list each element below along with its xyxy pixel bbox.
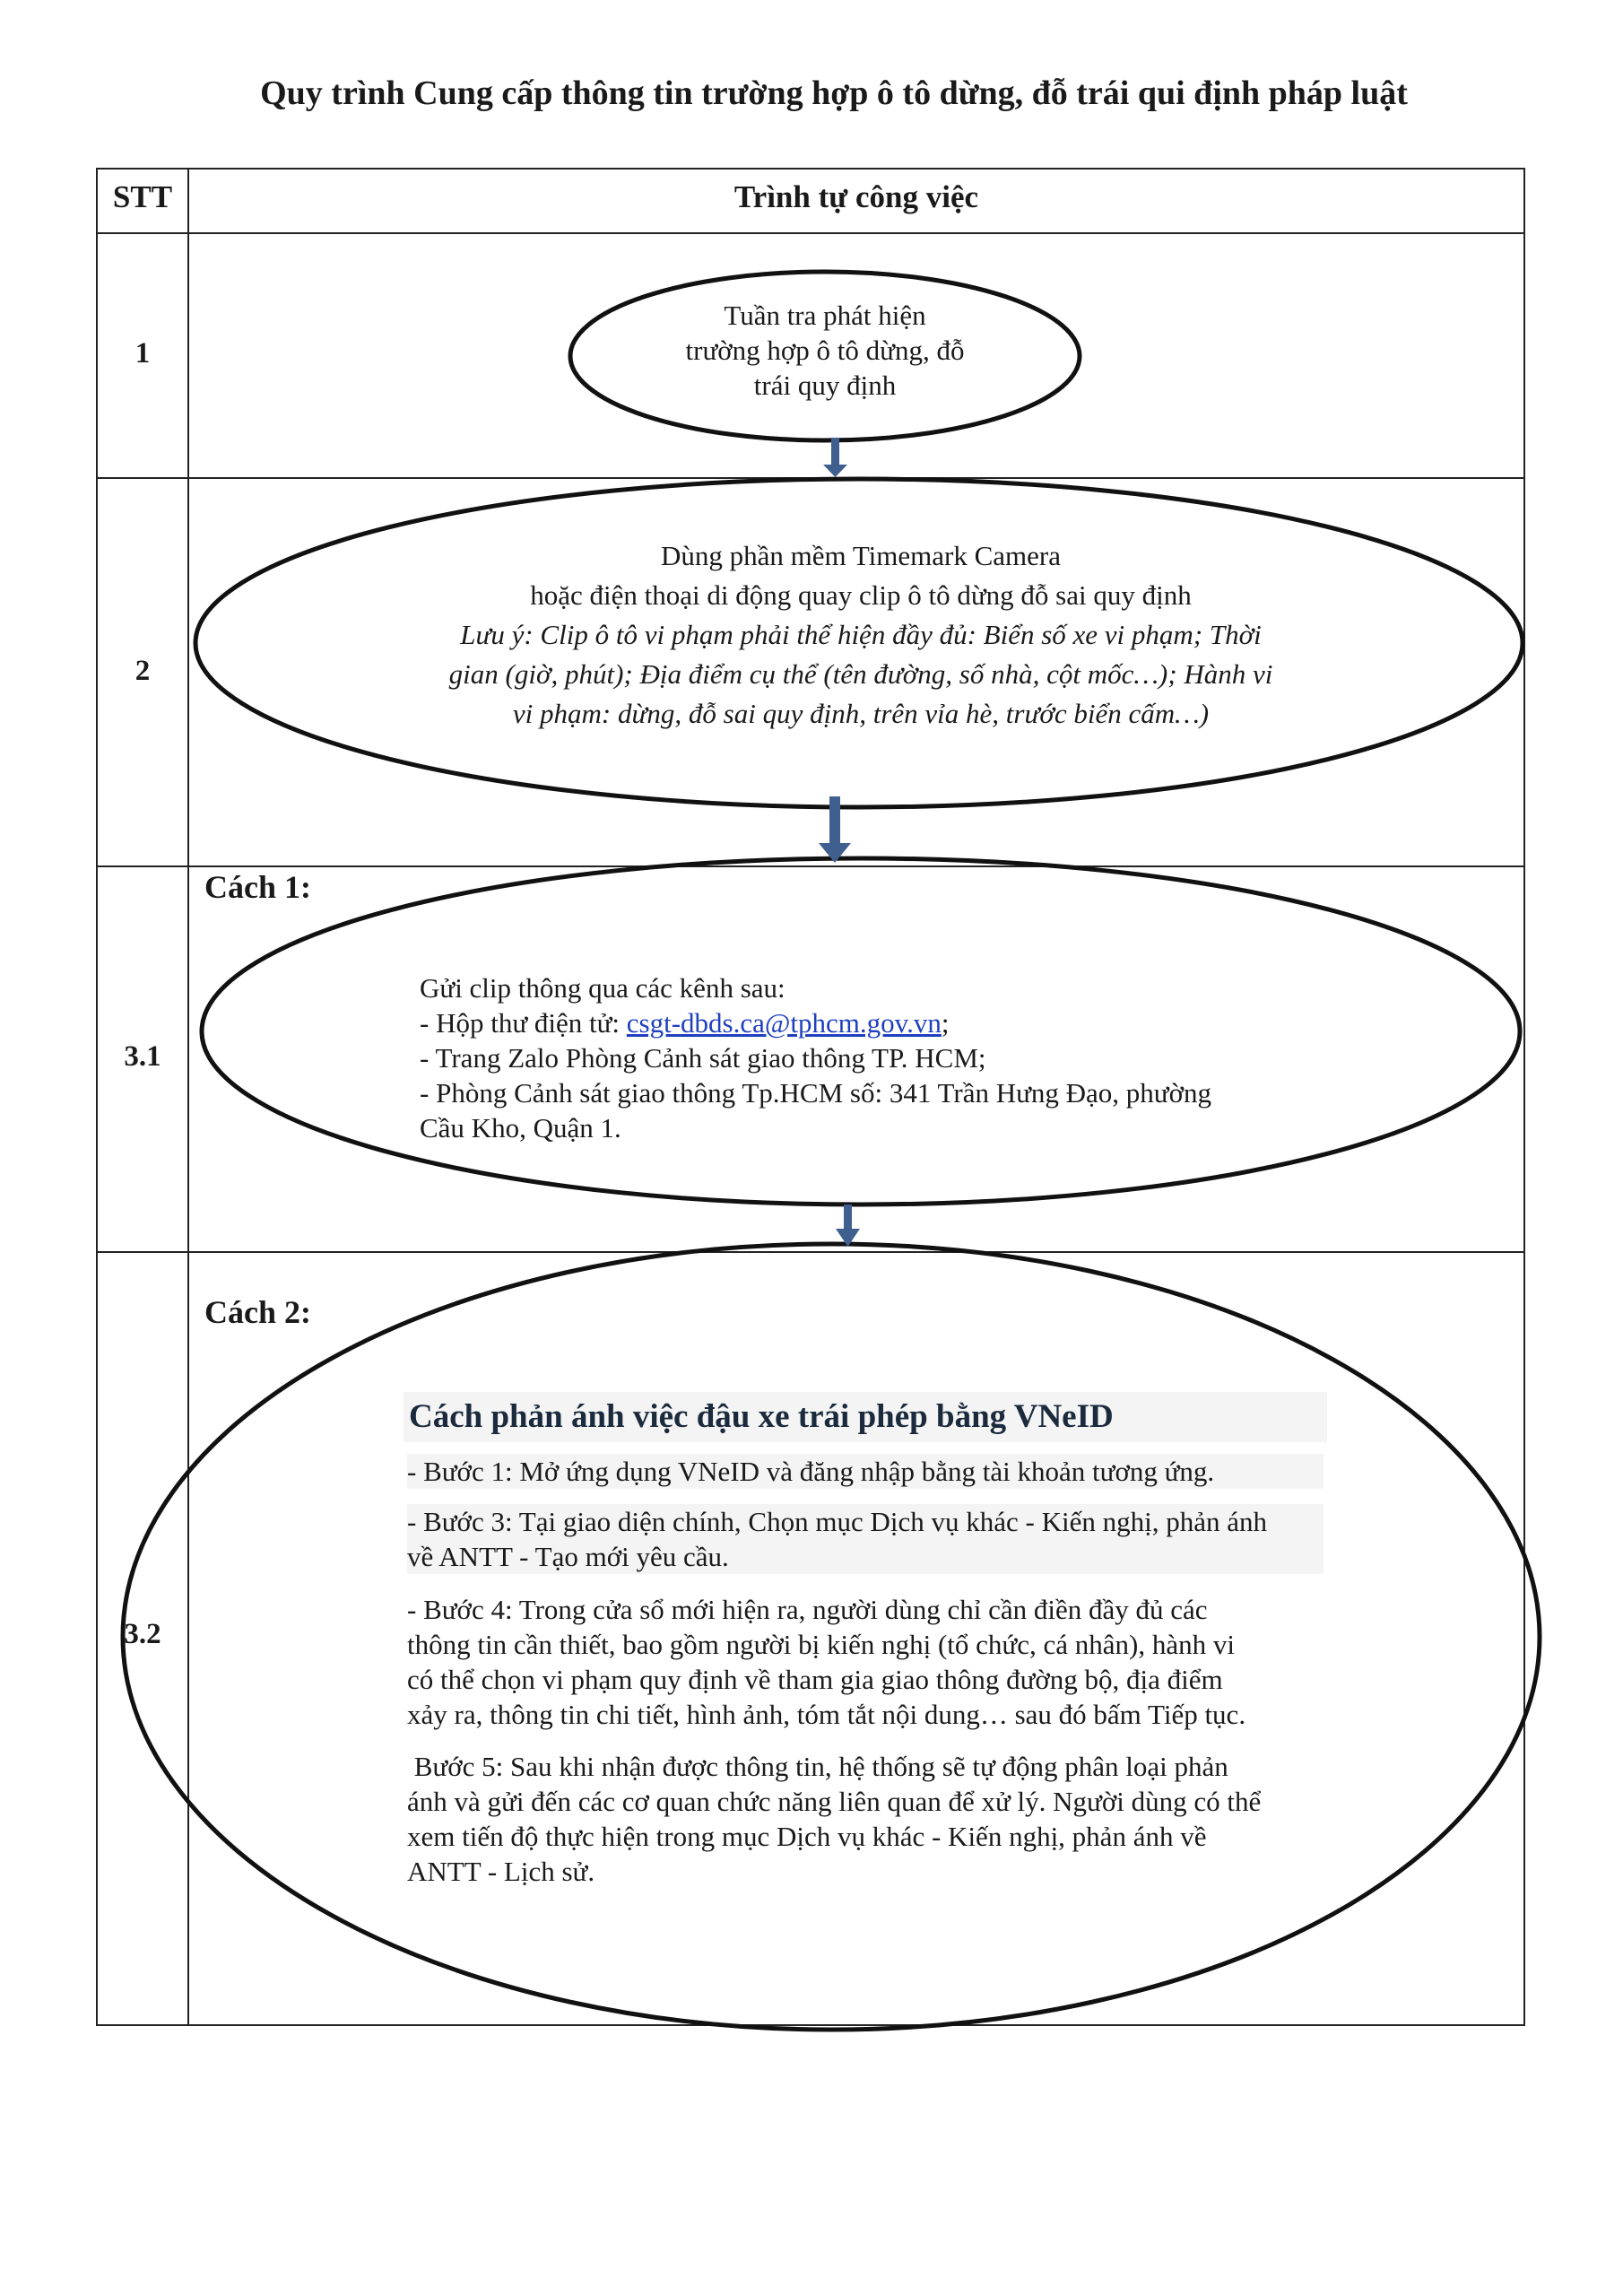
step-b4-line: có thể chọn vi phạm quy định về tham gia giao thông đường bộ, địa điểm bbox=[407, 1664, 1223, 1695]
arrow-down-icon bbox=[836, 1205, 860, 1247]
email-prefix: - Hộp thư điện tử: bbox=[420, 1007, 627, 1039]
email-link[interactable]: csgt-dbds.ca@tphcm.gov.vn bbox=[626, 1007, 942, 1039]
column-header-stt: STT bbox=[112, 179, 173, 214]
step-b4-line: - Bước 4: Trong cửa sổ mới hiện ra, người dùng chỉ cần điền đầy đủ các bbox=[407, 1594, 1208, 1625]
stt-cell: 1 bbox=[135, 337, 151, 370]
method2-label: Cách 2: bbox=[204, 1294, 311, 1330]
step-b3-line: - Bước 3: Tại giao diện chính, Chọn mục Dịch vụ khác - Kiến nghị, phản ánh bbox=[407, 1506, 1267, 1537]
step-b4-line: thông tin cần thiết, bao gồm người bị kiến nghị (tổ chức, cá nhân), hành vi bbox=[407, 1629, 1235, 1660]
zalo-channel: - Trang Zalo Phòng Cảnh sát giao thông TP. HCM; bbox=[420, 1042, 986, 1074]
step1-line: trái quy định bbox=[753, 370, 897, 401]
step2-line: Dùng phần mềm Timemark Camera bbox=[661, 540, 1061, 571]
email-channel bbox=[420, 1005, 1316, 1040]
step2-text bbox=[341, 536, 1381, 734]
stt-cell: 3.2 bbox=[124, 1618, 161, 1650]
step1-line: trường hợp ô tô dừng, đỗ bbox=[685, 335, 965, 366]
step-b3-line: về ANTT - Tạo mới yêu cầu. bbox=[407, 1541, 729, 1572]
step31-text bbox=[420, 970, 1316, 1145]
channels-intro: Gửi clip thông qua các kênh sau: bbox=[420, 972, 785, 1004]
column-header-steps: Trình tự công việc bbox=[733, 179, 979, 214]
step-b1: - Bước 1: Mở ứng dụng VNeID và đăng nhập bằng tài khoản tương ứng. bbox=[407, 1454, 1324, 1489]
step-b5-line: xem tiến độ thực hiện trong mục Dịch vụ khác - Kiến nghị, phản ánh về bbox=[407, 1821, 1207, 1852]
stt-cell: 2 bbox=[135, 655, 151, 687]
step-b4-line: xảy ra, thông tin chi tiết, hình ảnh, tóm tắt nội dung… sau đó bấm Tiếp tục. bbox=[407, 1699, 1246, 1730]
step-b5-line: ánh và gửi đến các cơ quan chức năng liên quan để xử lý. Người dùng có thể bbox=[407, 1786, 1262, 1817]
step2-note-line: Lưu ý: Clip ô tô vi phạm phải thể hiện đầy đủ: Biển số xe vi phạm; Thời bbox=[460, 619, 1262, 650]
step-b3 bbox=[407, 1504, 1324, 1574]
step-b5-line: ANTT - Lịch sử. bbox=[407, 1856, 595, 1887]
page-title: Quy trình Cung cấp thông tin trường hợp ô tô dừng, đỗ trái qui định pháp luật bbox=[260, 74, 1408, 112]
step-b5-line: Bước 5: Sau khi nhận được thông tin, hệ thống sẽ tự động phân loại phản bbox=[407, 1751, 1228, 1782]
step2-note-line: vi phạm: dừng, đỗ sai quy định, trên vỉa hè, trước biển cấm…) bbox=[512, 698, 1210, 729]
step2-line: hoặc điện thoại di động quay clip ô tô dừng đỗ sai quy định bbox=[530, 579, 1192, 611]
office-channel-cont: Cầu Kho, Quận 1. bbox=[420, 1112, 621, 1144]
stt-cell: 3.1 bbox=[124, 1040, 161, 1073]
arrow-down-icon bbox=[823, 438, 847, 477]
method1-label: Cách 1: bbox=[204, 869, 311, 905]
office-channel: - Phòng Cảnh sát giao thông Tp.HCM số: 341 Trần Hưng Đạo, phường bbox=[420, 1077, 1212, 1109]
email-suffix: ; bbox=[941, 1007, 950, 1039]
step1-text bbox=[628, 298, 1022, 403]
step1-line: Tuần tra phát hiện bbox=[724, 300, 926, 331]
step2-note-line: gian (giờ, phút); Địa điểm cụ thể (tên đường, số nhà, cột mốc…); Hành vi bbox=[448, 658, 1273, 690]
step-b4 bbox=[407, 1592, 1324, 1732]
vneid-heading: Cách phản ánh việc đậu xe trái phép bằng VNeID bbox=[404, 1392, 1327, 1442]
step-b5 bbox=[407, 1749, 1324, 1889]
